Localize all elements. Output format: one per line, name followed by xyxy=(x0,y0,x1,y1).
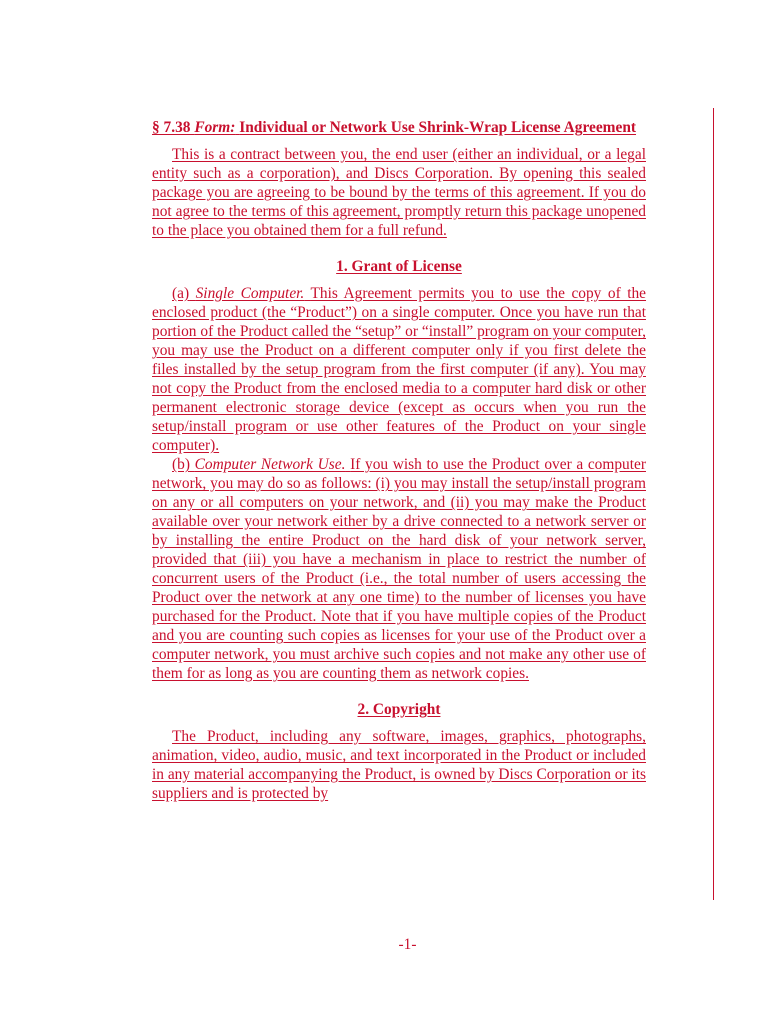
paragraph-label: Computer Network Use. xyxy=(194,456,346,473)
paragraph-lead: (a) xyxy=(172,285,190,302)
paragraph-text: This Agreement permits you to use the copy of the enclosed product (the “Product”) on a single computer. Once you have run that portion of the Product called the “setup” or “install” program on your computer, you may use the Product on a different computer only if you first delete the files installed by the setup program from the first computer (if any). You may not copy the Product from the enclosed media to a computer hard disk or other permanent electronic storage device (except as occurs when you run the setup/install program or use other features of the Product on your single computer). xyxy=(152,285,647,454)
paragraph-single-computer xyxy=(152,284,646,455)
paragraph-copyright: The Product, including any software, images, graphics, photographs, animation, video, audio, music, and text incorporated in the Product or included in any material accompanying the Product, is owned by Discs Corporation or its suppliers and is protected by xyxy=(152,728,646,802)
document-title: Individual or Network Use Shrink-Wrap License Agreement xyxy=(239,119,637,136)
paragraph-lead: (b) xyxy=(172,456,190,473)
revision-margin-bar xyxy=(713,108,714,900)
intro-paragraph: This is a contract between you, the end user (either an individual, or a legal entity such as a corporation), and Discs Corporation. By opening this sealed package you are agreeing to be bound by the terms of this agreement. If you do not agree to the terms of this agreement, promptly return this package unopened to the place you obtained them for a full refund. xyxy=(152,146,646,239)
form-label: Form: xyxy=(194,119,236,136)
section-title-copyright: 2. Copyright xyxy=(357,701,441,718)
section-title-grant-of-license: 1. Grant of License xyxy=(336,258,462,275)
document-content xyxy=(152,118,646,803)
page-number-text: -1- xyxy=(398,936,417,953)
page-number xyxy=(0,935,770,954)
paragraph-label: Single Computer. xyxy=(195,285,305,302)
paragraph-computer-network-use xyxy=(152,455,646,683)
section-number: § 7.38 xyxy=(152,119,191,136)
paragraph-text: If you wish to use the Product over a computer network, you may do so as follows: (i) you may install the setup/install program on any or all computers on your network, and (ii) you may make the Product available over your network either by a drive connected to a network server or by installing the entire Product on the hard disk of your network server, provided that (iii) you have a mechanism in place to restrict the number of concurrent users of the Product (i.e., the total number of users accessing the Product over the network at any one time) to the number of licenses you have purchased for the Product. Note that if you have multiple copies of the Product and you are counting such copies as licenses for your use of the Product over a computer network, you must archive such copies and not make any other use of them for as long as you are counting them as network copies. xyxy=(152,456,646,682)
document-heading xyxy=(152,118,646,137)
